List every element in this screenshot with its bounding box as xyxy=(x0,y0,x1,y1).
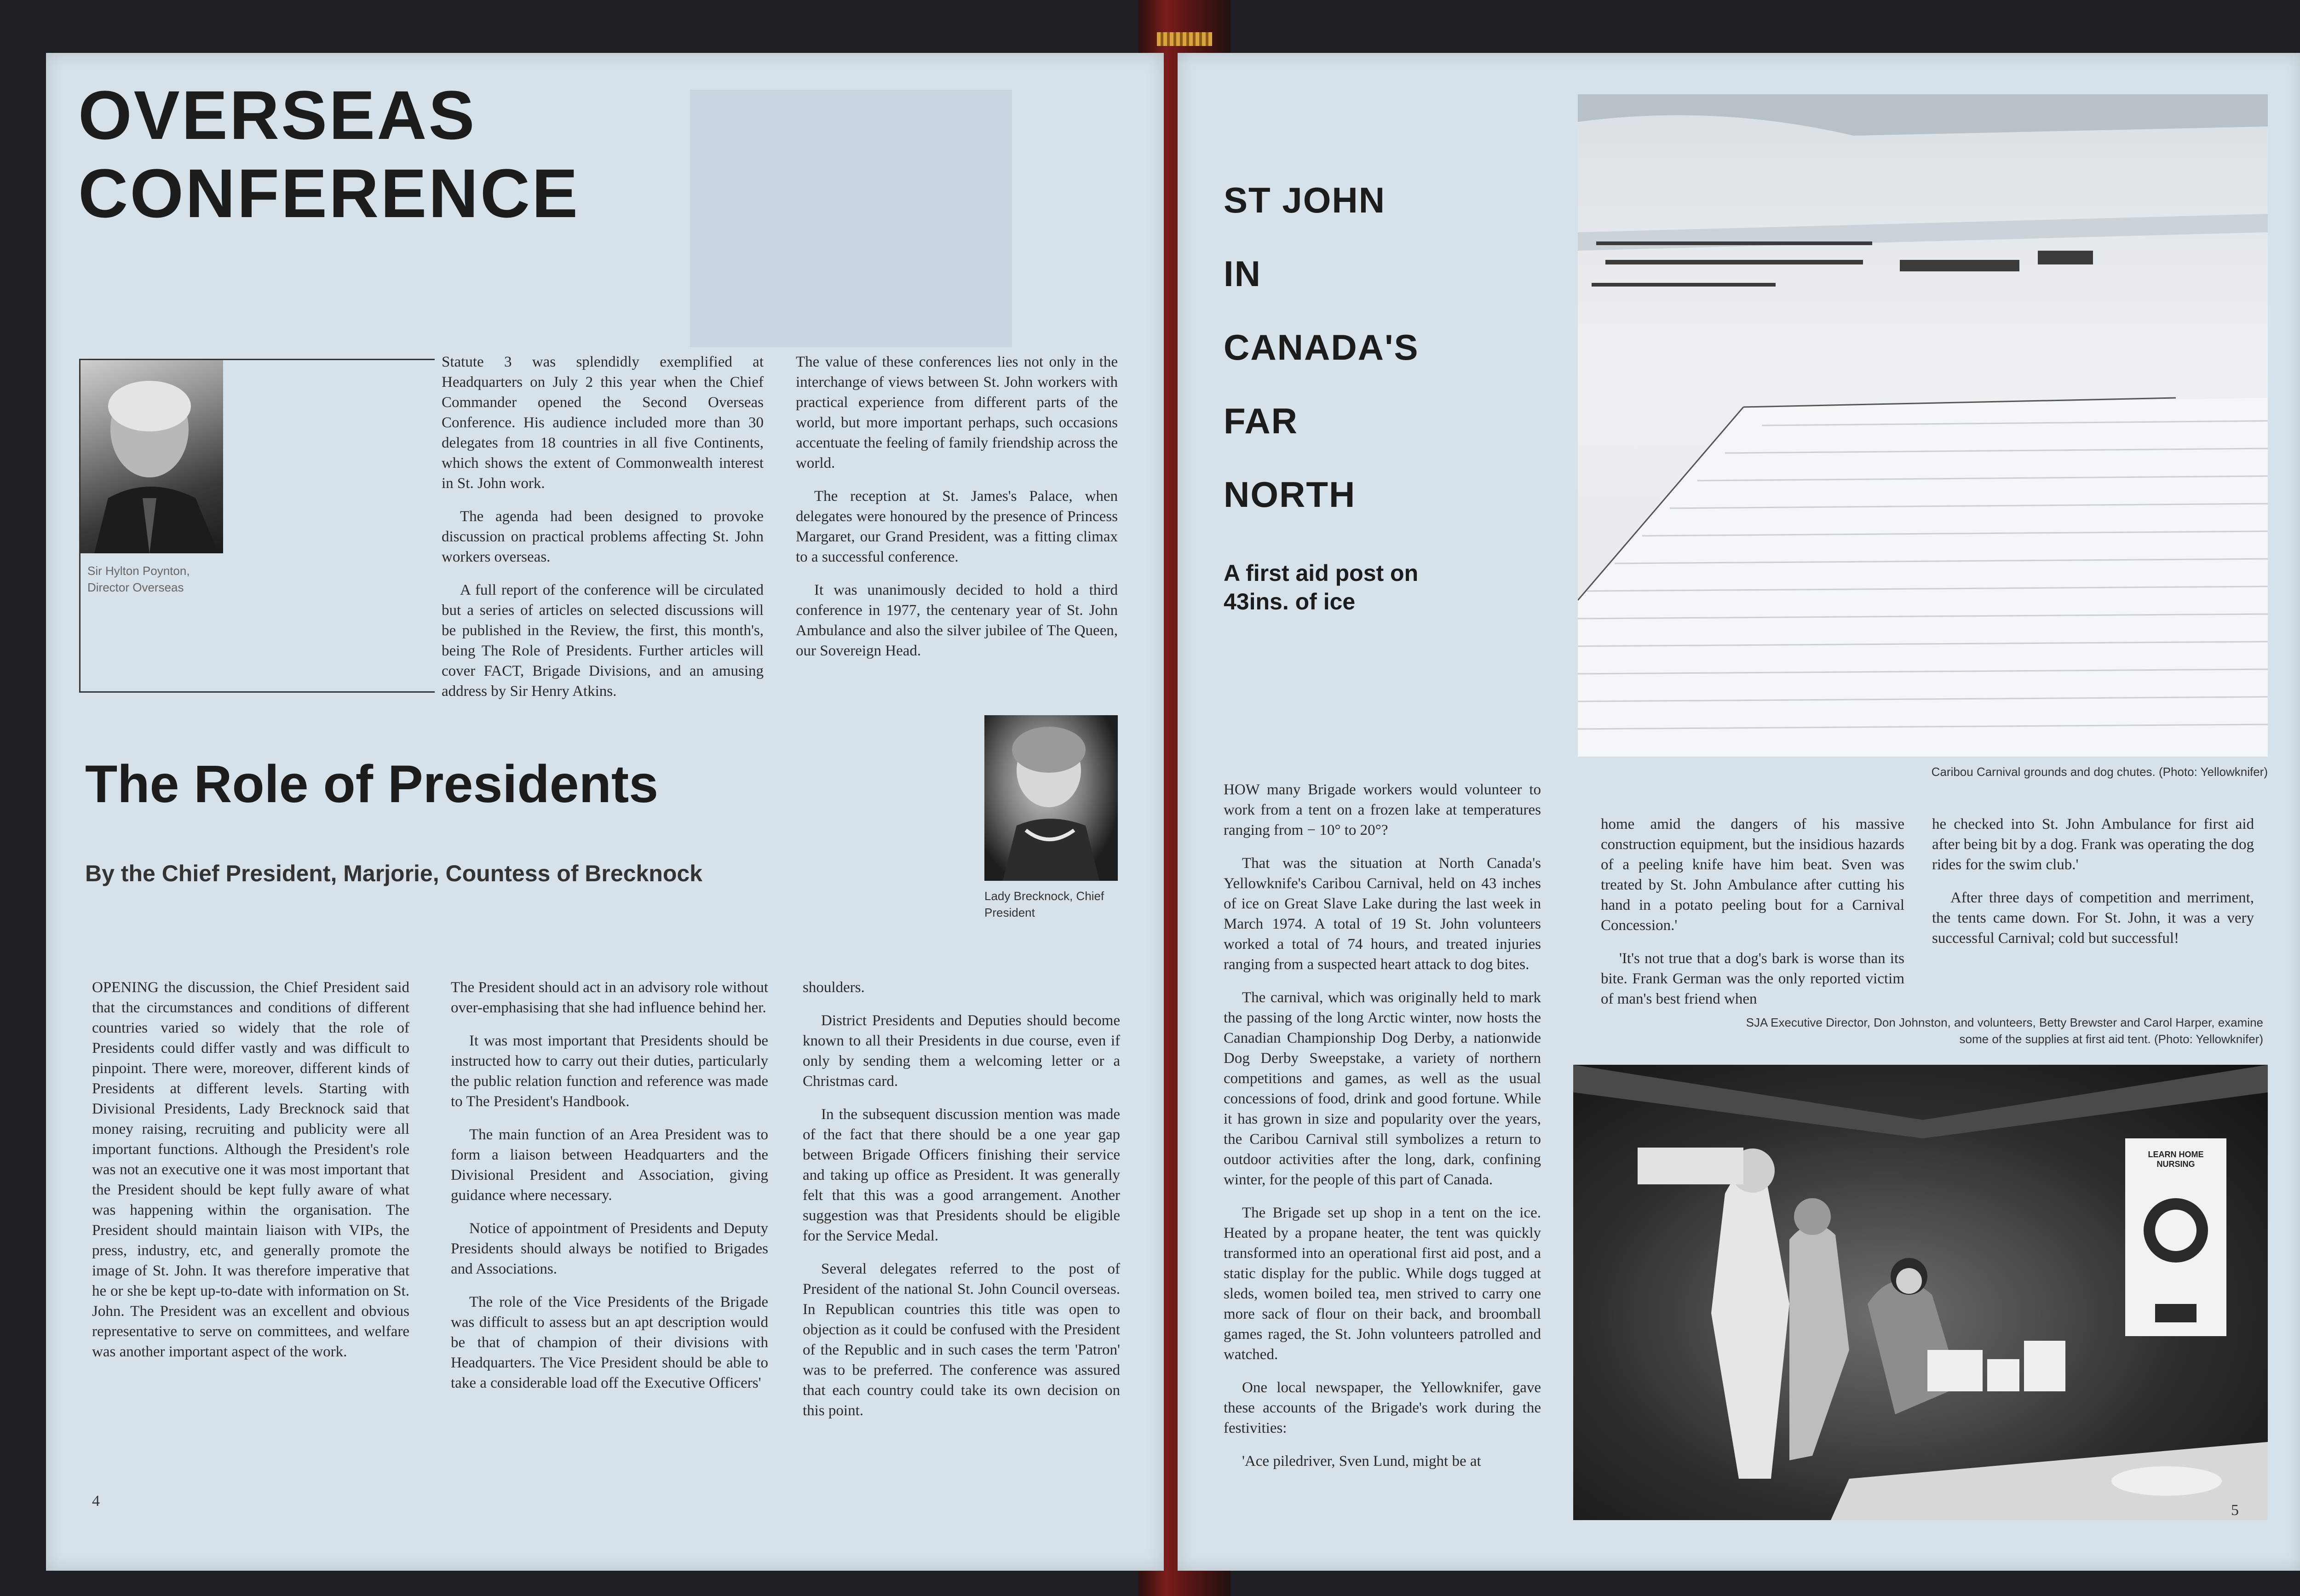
paragraph: 'It's not true that a dog's bark is worse than its bite. Frank German was the only reported victim of man's best friend when xyxy=(1601,950,1904,1007)
paragraph: District Presidents and Deputies should become known to all their Presidents in due course, even if only by sending them a welcoming letter or a Christmas card. xyxy=(803,1012,1120,1090)
paragraph: Notice of appointment of Presidents and Deputy Presidents should always be notified to Brigades and Associations. xyxy=(451,1220,768,1277)
title-line: NORTH xyxy=(1224,474,1356,515)
paragraph: Several delegates referred to the post of President of the national St. John Council overseas. In Republican countries this title was open to objection as it could be confused with the President of the Republic and in such cases the term 'Patron' was to be preferred. The conference was assured that each country could take its own decision on this point. xyxy=(803,1261,1120,1419)
paragraph: The agenda had been designed to provoke discussion on practical problems affecting St. John workers overseas. xyxy=(442,508,764,565)
home-nursing-poster-text: LEARN HOME NURSING xyxy=(2148,1150,2204,1169)
portrait-photo-lady-brecknock xyxy=(984,715,1118,881)
body-column-3 xyxy=(803,977,1120,1434)
paragraph: It was unanimously decided to hold a third conference in 1977, the centenary year of St. John Ambulance and also the silver jubilee of The Queen, our Sovereign Head. xyxy=(796,582,1118,659)
paragraph: OPENING the discussion, the Chief President said that the circumstances and conditions of different countries varied so widely that the role of Presidents could differ vastly and was difficult to pinpoint. There were, moreover, different kinds of Presidents at different levels. Starting with Divisional Presidents, Lady Brecknock said that money raising, recruiting and publicity were all important functions. Although the President's role was not an executive one it was most important that the President should be kept fully aware of what was happening within the organisation. The President should maintain liaison with VIPs, the press, industry, etc, and generally promote the image of St. John. It was therefore imperative that he or she be kept up-to-date with information on St. John. The President was an excellent and obvious representative to serve on committees, and welfare was another important aspect of the work. xyxy=(92,979,409,1360)
paragraph: In the subsequent discussion mention was made of the fact that there should be a one year gap between Brigade Officers finishing their service and taking up office as President. It was generally felt that this was a good arrangement. Another suggestion was that Presidents should be eligible for the Service Medal. xyxy=(803,1106,1120,1244)
title-line-2: CONFERENCE xyxy=(78,155,580,232)
paragraph: The role of the Vice Presidents of the Brigade was difficult to assess but an apt description would be that of champion of their divisions with Headquarters. The Vice President should be able to take a considerable load off the Executive Officers' xyxy=(451,1294,768,1391)
intro-column-1 xyxy=(442,352,764,714)
body-column-2 xyxy=(1601,814,1904,1022)
intro-column-2 xyxy=(796,352,1118,674)
paragraph: That was the situation at North Canada's Yellowknife's Caribou Carnival, held on 43 inches of ice on Great Slave Lake during the last week in March 1974. A total of 19 St. John volunteers worked a total of 74 hours, and treated injuries ranging from a suspected heart attack to dog bites. xyxy=(1224,855,1541,973)
paragraph: A full report of the conference will be circulated but a series of articles on selected discussions will be published in the Review, the first, this month's, being The Role of Presidents. Further articles will cover FACT, Brigade Divisions, and an amusing address by Sir Henry Atkins. xyxy=(442,582,764,700)
paragraph: After three days of competition and merriment, the tents came down. For St. John, it was a very successful Carnival; cold but successful! xyxy=(1932,890,2254,947)
byline: By the Chief President, Marjorie, Countess of Brecknock xyxy=(85,861,702,886)
body-column-1 xyxy=(1224,780,1541,1484)
page-number: 5 xyxy=(2231,1502,2239,1519)
aerial-photo-caption: Caribou Carnival grounds and dog chutes. (Photo: Yellowknifer) xyxy=(1931,765,2268,779)
page-number: 4 xyxy=(92,1493,100,1510)
paragraph: It was most important that Presidents should be instructed how to carry out their duties, particularly the public relation function and reference was made to The President's Handbook. xyxy=(451,1033,768,1110)
paragraph: The Brigade set up shop in a tent on the ice. Heated by a propane heater, the tent was quickly transformed into an operational first aid post, and a static display for the public. While dogs tugged at sleds, women boiled tea, men strived to carry one more sack of flour on their back, and broomball games raged, the St. John volunteers patrolled and watched. xyxy=(1224,1205,1541,1363)
paragraph: shoulders. xyxy=(803,979,865,996)
tent-photo-first-aid-post xyxy=(1573,1065,2268,1520)
paragraph: HOW many Brigade workers would volunteer to work from a tent on a frozen lake at temperatures ranging from − 10° to 20°? xyxy=(1224,781,1541,838)
title-line: ST JOHN xyxy=(1224,180,1386,220)
aerial-photo-carnival-grounds xyxy=(1578,94,2268,757)
title-line: IN xyxy=(1224,253,1261,294)
title-line: FAR xyxy=(1224,401,1298,441)
body-column-2 xyxy=(451,977,768,1406)
title-line-1: OVERSEAS xyxy=(78,76,477,154)
paragraph: The main function of an Area President was to form a liaison between Headquarters and the Divisional President and Association, giving guidance where necessary. xyxy=(451,1126,768,1204)
paragraph: 'Ace piledriver, Sven Lund, might be at xyxy=(1242,1453,1481,1470)
title-line: CANADA'S xyxy=(1224,327,1419,367)
spine-gold-band xyxy=(1157,32,1212,46)
body-column-1 xyxy=(92,977,409,1375)
section-title xyxy=(78,76,580,232)
paragraph: Statute 3 was splendidly exemplified at Headquarters on July 2 this year when the Chief Commander opened the Second Overseas Conference. His audience included more than 30 delegates from 18 countries in all five Continents, which shows the extent of Commonwealth interest in St. John work. xyxy=(442,354,764,492)
paragraph: The reception at St. James's Palace, when delegates were honoured by the presence of Princess Margaret, our Grand President, was a fitting climax to a successful conference. xyxy=(796,488,1118,565)
article-title-block xyxy=(1224,163,1481,616)
lady-brecknock-caption: Lady Brecknock, Chief President xyxy=(984,889,1104,919)
paragraph: The carnival, which was originally held to mark the passing of the long Arctic winter, now hosts the Canadian Championship Dog Derby, a nationwide Dog Derby Sweepstake, a variety of northern competitions and games, as well as the usual concessions of food, drink and good fortune. While it has grown in size and popularity over the years, the Caribou Carnival still symbolizes a return to outdoor activities after the long, dark, confining winter, for the people of this part of Canada. xyxy=(1224,989,1541,1188)
article-subtitle: A first aid post on 43ins. of ice xyxy=(1224,560,1419,614)
paragraph: The President should act in an advisory role without over-emphasising that she had influence behind her. xyxy=(451,979,768,1016)
paragraph: The value of these conferences lies not only in the interchange of views between St. John workers with practical experience from different parts of the world, but more important perhaps, such occasions accentuate the feeling of family friendship across the world. xyxy=(796,354,1118,471)
portrait-caption: Sir Hylton Poynton, Director Overseas xyxy=(87,564,190,594)
article-title xyxy=(1224,163,1481,531)
paragraph: home amid the dangers of his massive construction equipment, but the insidious hazards of a peeling knife have him beat. Sven was treated by St. John Ambulance after cutting his hand in a potato peeling bout for a Carnival Concession.' xyxy=(1601,816,1904,934)
tent-photo-caption: SJA Executive Director, Don Johnston, and volunteers, Betty Brewster and Carol Harper, examine some of the supplies at first aid tent. (Photo: Yellowknifer) xyxy=(1746,1016,2263,1046)
portrait-frame xyxy=(79,359,435,693)
article-title: The Role of Presidents xyxy=(85,755,659,814)
body-column-3 xyxy=(1932,814,2254,961)
paragraph: he checked into St. John Ambulance for first aid after being bit by a dog. Frank was operating the dog rides for the swim club.' xyxy=(1932,816,2254,873)
left-page xyxy=(46,53,1164,1571)
right-page xyxy=(1178,53,2300,1571)
paragraph: One local newspaper, the Yellowknifer, gave these accounts of the Brigade's work during the festivities: xyxy=(1224,1379,1541,1436)
portrait-photo-sir-hylton xyxy=(80,360,223,553)
background-ghost-panel xyxy=(690,90,1012,347)
